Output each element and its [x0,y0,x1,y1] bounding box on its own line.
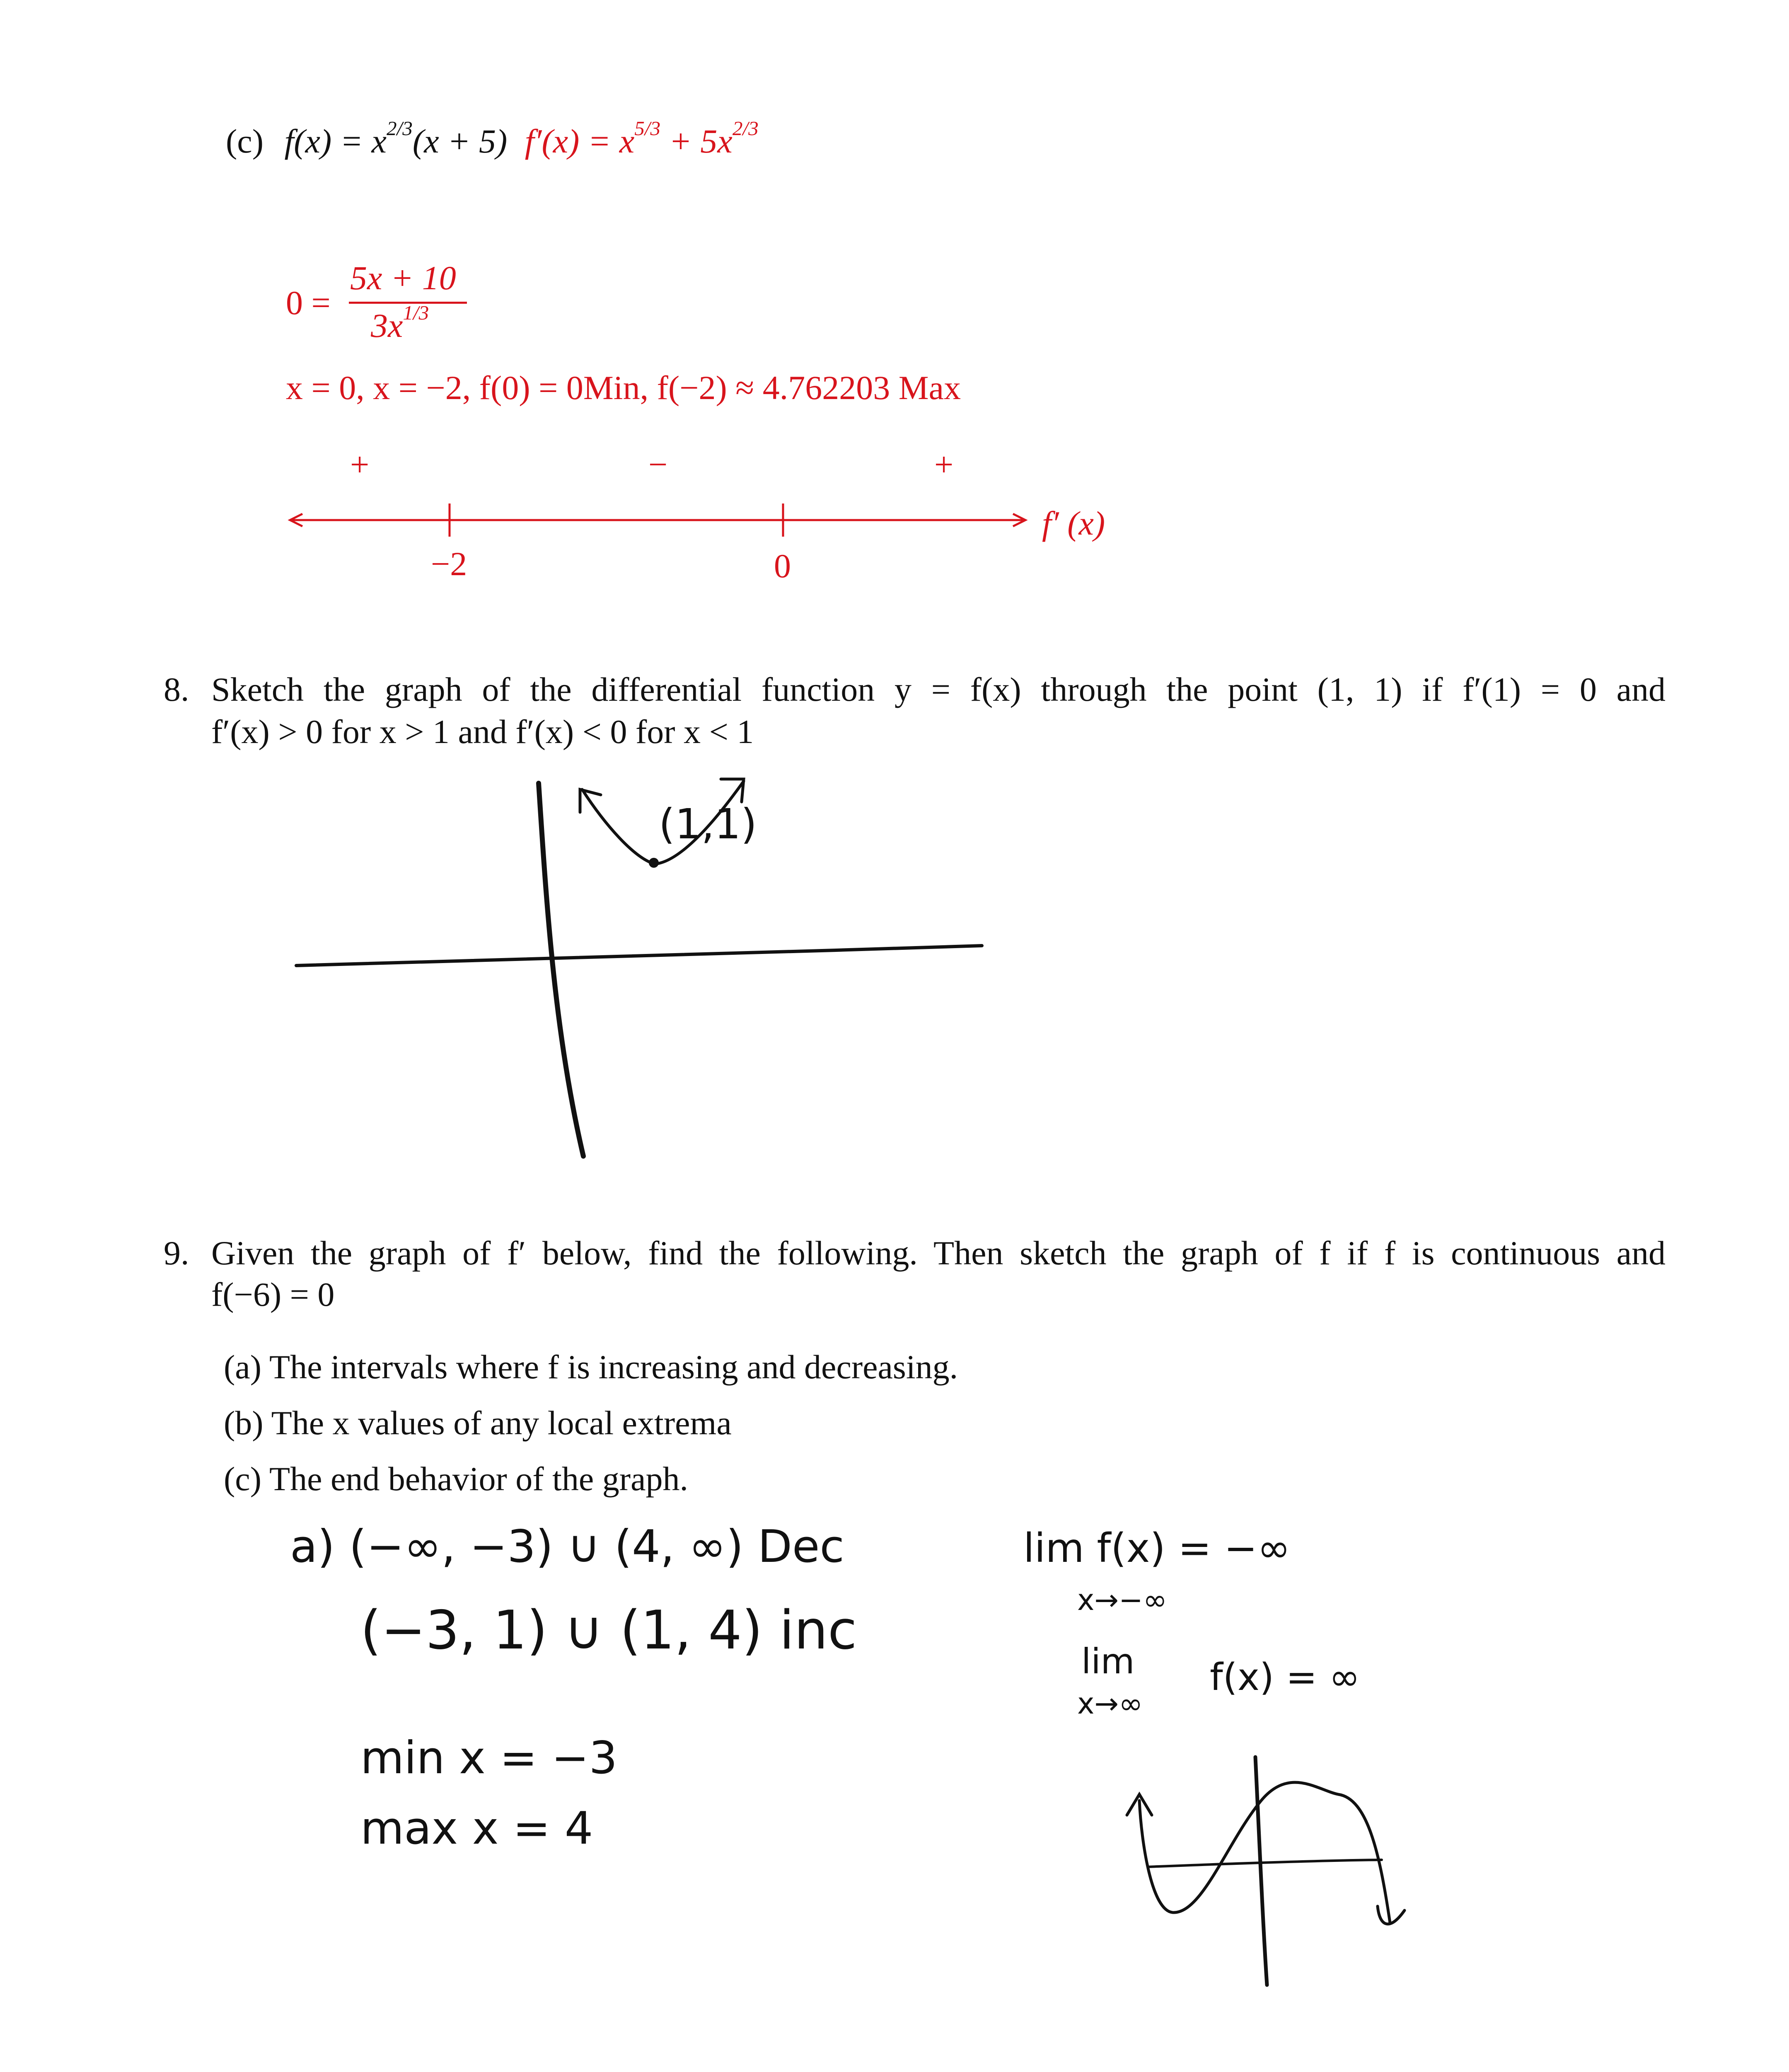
function-definition: $f(x) = x^{2/3}(x + 5)$ [284,117,508,160]
q8-number: 8. [164,670,189,708]
number-line-label: f′ (x) [1042,504,1105,542]
equation-denominator: $3x^{1/3}$ [371,301,429,344]
equation-lhs: 0 = [286,284,331,322]
q9-limit-2-sub: x→∞ [1077,1687,1143,1721]
q9-limit-1: lim f(x) = −∞ [1023,1525,1291,1571]
q9-answer-max: max x = 4 [360,1803,593,1854]
sign-middle: − [648,445,668,483]
q9-text-line1: Given the graph of f′ below, find the following. Then sketch the graph of f if f is continuous and [211,1234,1666,1272]
q9-limit-1-sub: x→−∞ [1077,1583,1168,1617]
q8-text-line1: Sketch the graph of the differential function y = f(x) through the point (1, 1) if f′(1) = 0 and [211,670,1666,708]
q9-limit-2: lim [1081,1641,1135,1682]
q9-subpart-b: (b) The x values of any local extrema [224,1404,732,1442]
q8-text-line2: f′(x) > 0 for x > 1 and f′(x) < 0 for x < 1 [211,713,754,750]
q9-subpart-a: (a) The intervals where f is increasing and decreasing. [224,1348,958,1386]
sign-right: + [934,445,954,483]
part-c-label: (c) [226,122,264,160]
equation-numerator: 5x + 10 [350,259,456,297]
q8-point-label: (1,1) [659,800,757,848]
sign-left: + [350,445,370,483]
q9-answer-a-line1: a) (−∞, −3) ∪ (4, ∞) Dec [290,1521,844,1573]
tick-label-0: 0 [774,547,791,585]
q9-limit-2-rhs: f(x) = ∞ [1210,1656,1360,1699]
critical-points-line: x = 0, x = −2, f(0) = 0Min, f(−2) ≈ 4.762203 Max [286,369,961,407]
q9-text-line2: f(−6) = 0 [211,1276,335,1313]
q9-answer-min: min x = −3 [360,1732,618,1784]
q9-number: 9. [164,1234,189,1272]
q9-subpart-c: (c) The end behavior of the graph. [224,1460,688,1498]
q9-answer-a-line2: (−3, 1) ∪ (1, 4) inc [360,1600,857,1661]
tick-label-neg2: −2 [431,545,467,583]
derivative-expression: $f'(x) = x^{5/3} + 5x^{2/3}$ [525,117,759,160]
